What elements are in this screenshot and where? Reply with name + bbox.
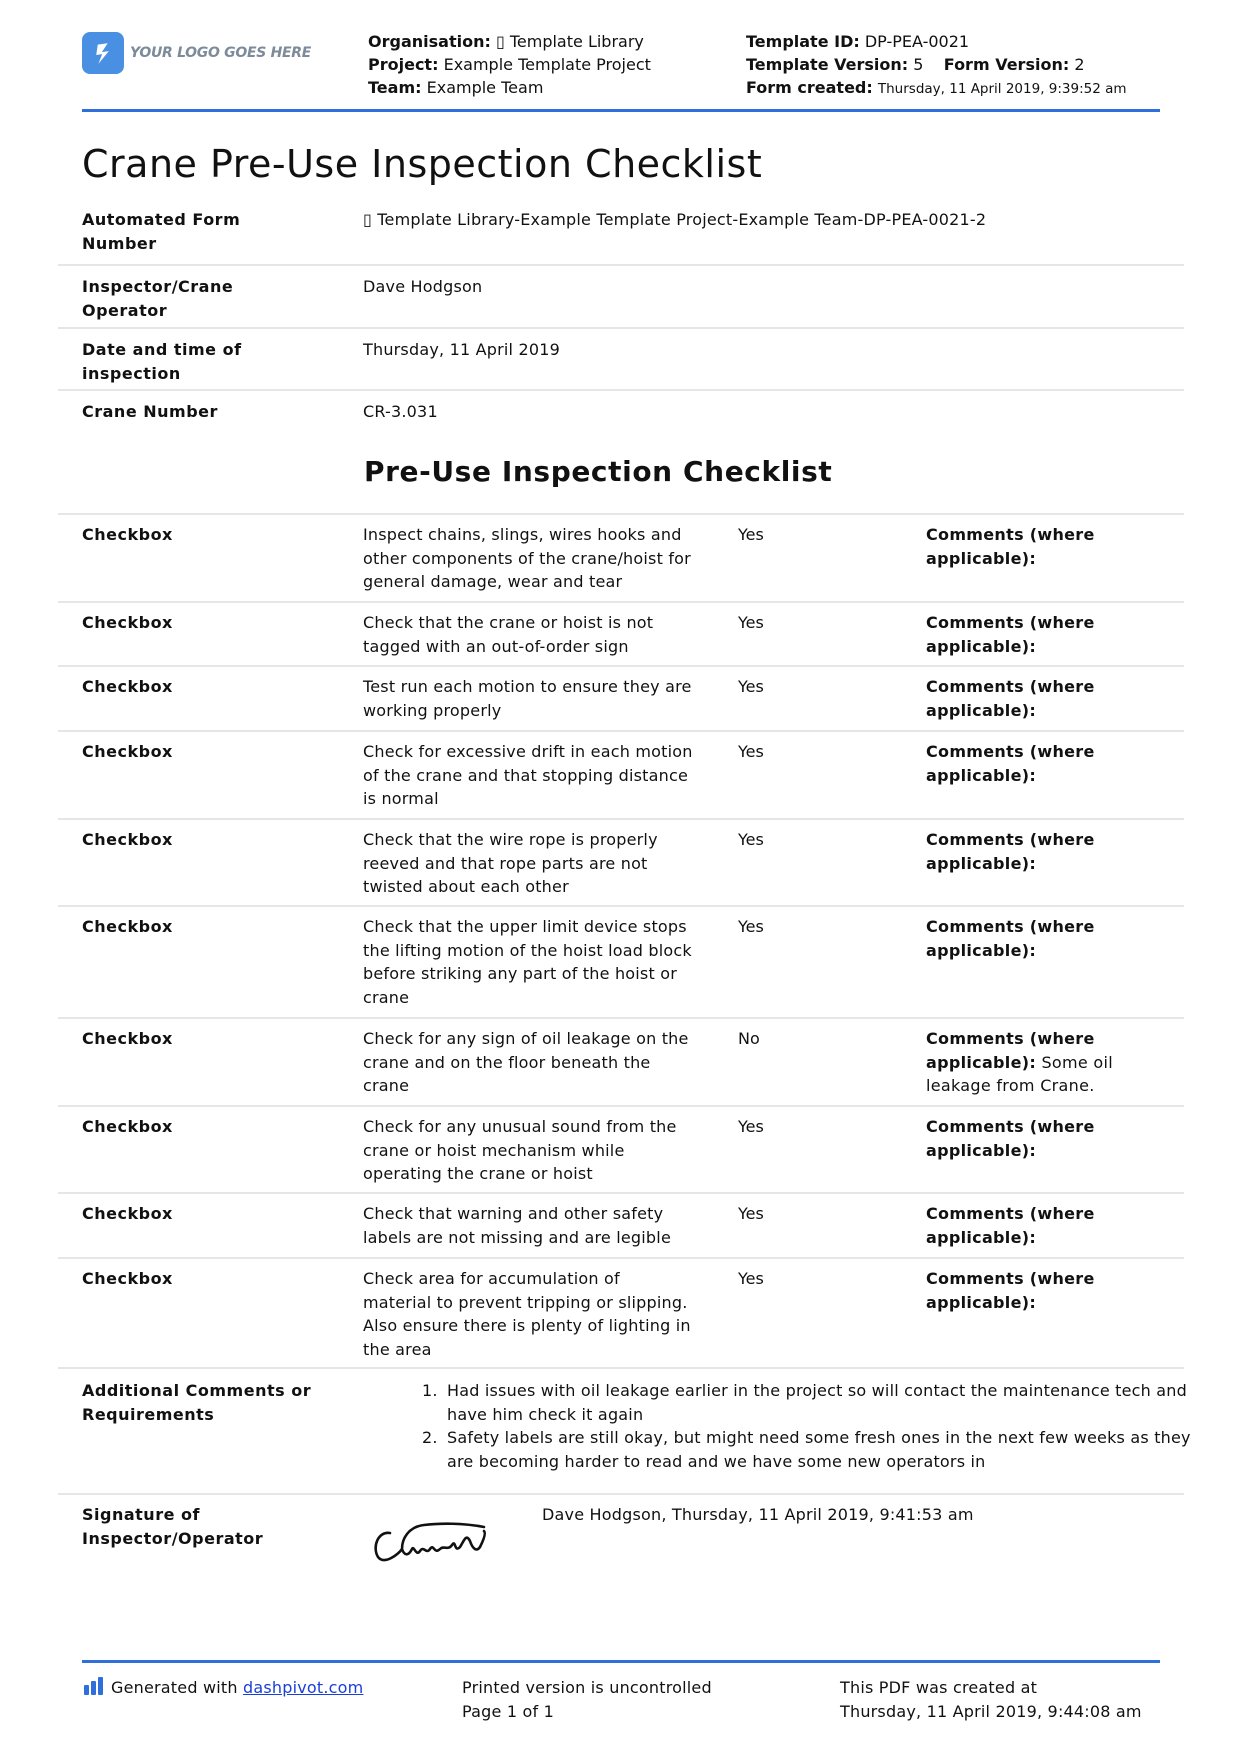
form-version-label: Form Version: xyxy=(943,55,1070,74)
inspection-item: Check for excessive drift in each motion of the crane and that stopping distance is normal xyxy=(363,742,693,808)
checklist-row xyxy=(58,1107,1184,1194)
template-id-value: DP-PEA-0021 xyxy=(864,32,970,51)
comments-label: Comments (where applicable): xyxy=(926,1204,1095,1247)
comments-label: Comments (where applicable): xyxy=(926,1029,1095,1072)
inspector-label: Inspector/Crane Operator xyxy=(82,277,234,320)
list-item: 2. Safety labels are still okay, but might need some fresh ones in the next few weeks as they are becoming harder to read and we have some new operators in xyxy=(443,1426,1201,1473)
project-label: Project: xyxy=(368,55,439,74)
checklist-table xyxy=(58,513,1191,1615)
checklist-row xyxy=(58,820,1184,907)
footer-divider xyxy=(82,1660,1160,1663)
inspector-row xyxy=(58,266,1184,329)
uncontrolled-notice: Printed version is uncontrolled xyxy=(462,1678,712,1697)
comments-label: Comments (where applicable): xyxy=(926,525,1095,568)
row-label: Checkbox xyxy=(82,917,173,936)
inspection-item: Check for any sign of oil leakage on the crane and on the floor beneath the crane xyxy=(363,1029,689,1095)
signature-meta: Dave Hodgson, Thursday, 11 April 2019, 9:41:53 am xyxy=(542,1505,974,1524)
bar-chart-icon xyxy=(84,1677,103,1695)
checklist-row xyxy=(58,667,1184,732)
logo-text: YOUR LOGO GOES HERE xyxy=(130,45,311,61)
comments-label: Comments (where applicable): xyxy=(926,830,1095,873)
pdf-created-value: Thursday, 11 April 2019, 9:44:08 am xyxy=(840,1701,1142,1721)
crane-number-label: Crane Number xyxy=(82,402,218,421)
team-label: Team: xyxy=(368,78,422,97)
answer-value: Yes xyxy=(738,613,764,632)
additional-comments-row xyxy=(58,1369,1191,1495)
row-label: Checkbox xyxy=(82,613,173,632)
answer-value: Yes xyxy=(738,1204,764,1223)
row-label: Checkbox xyxy=(82,1269,173,1288)
page-title: Crane Pre-Use Inspection Checklist xyxy=(82,142,763,186)
checklist-row xyxy=(58,515,1184,603)
header-template-block xyxy=(746,30,1127,101)
inspection-item: Check that the crane or hoist is not tagged with an out-of-order sign xyxy=(363,613,654,656)
inspection-item: Test run each motion to ensure they are working properly xyxy=(363,677,692,720)
inspector-value: Dave Hodgson xyxy=(363,277,483,296)
date-value: Thursday, 11 April 2019 xyxy=(363,340,560,359)
header-divider xyxy=(82,109,1160,112)
row-label: Checkbox xyxy=(82,742,173,761)
answer-value: Yes xyxy=(738,677,764,696)
footer-pdf-created xyxy=(840,1676,1142,1723)
signature-label: Signature of Inspector/Operator xyxy=(82,1505,264,1548)
answer-value: No xyxy=(738,1029,760,1048)
date-label: Date and time of inspection xyxy=(82,340,242,383)
comments-label: Comments (where applicable): xyxy=(926,1117,1095,1160)
row-label: Checkbox xyxy=(82,1204,173,1223)
comments-label: Comments (where applicable): xyxy=(926,917,1095,960)
comments-label: Comments (where applicable): xyxy=(926,742,1095,785)
row-label: Checkbox xyxy=(82,1029,173,1048)
form-info-table xyxy=(58,205,1184,441)
checklist-row xyxy=(58,1194,1184,1259)
checklist-row xyxy=(58,907,1184,1019)
page-number: Page 1 of 1 xyxy=(462,1701,554,1721)
comment-value: Some oil leakage from Crane. xyxy=(926,1052,1113,1095)
template-version-label: Template Version: xyxy=(746,55,909,74)
inspection-item: Check that the upper limit device stops the lifting motion of the hoist load block before striking any part of the hoist or crane xyxy=(363,917,692,1007)
form-number-value: ▯ Template Library-Example Template Project-Example Team-DP-PEA-0021-2 xyxy=(363,210,987,229)
checklist-row xyxy=(58,1019,1184,1107)
checklist-row xyxy=(58,1259,1184,1369)
answer-value: Yes xyxy=(738,742,764,761)
crane-number-row xyxy=(58,391,1184,441)
page-header xyxy=(82,26,1160,112)
checklist-row xyxy=(58,732,1184,820)
inspection-item: Check area for accumulation of material to prevent tripping or slipping. Also ensure there is plenty of lighting in the area xyxy=(363,1269,691,1359)
organisation-value: ▯ Template Library xyxy=(495,32,644,51)
row-label: Checkbox xyxy=(82,830,173,849)
crane-number-value: CR-3.031 xyxy=(363,402,438,421)
project-value: Example Template Project xyxy=(443,55,651,74)
row-label: Checkbox xyxy=(82,1117,173,1136)
footer-generated xyxy=(84,1676,363,1700)
pdf-created-label: This PDF was created at xyxy=(840,1678,1038,1697)
section-title: Pre-Use Inspection Checklist xyxy=(364,455,833,488)
inspection-item: Check for any unusual sound from the crane or hoist mechanism while operating the crane or hoist xyxy=(363,1117,677,1183)
row-label: Checkbox xyxy=(82,525,173,544)
comments-label: Comments (where applicable): xyxy=(926,677,1095,720)
date-row xyxy=(58,329,1184,391)
row-label: Checkbox xyxy=(82,677,173,696)
inspection-item: Check that the wire rope is properly reeved and that rope parts are not twisted about each other xyxy=(363,830,658,896)
list-item: 1. Had issues with oil leakage earlier in the project so will contact the maintenance tech and have him check it again xyxy=(443,1379,1201,1426)
inspection-item: Check that warning and other safety labels are not missing and are legible xyxy=(363,1204,671,1247)
inspection-item: Inspect chains, slings, wires hooks and other components of the crane/hoist for general damage, wear and tear xyxy=(363,525,691,591)
additional-comments-label: Additional Comments or Requirements xyxy=(82,1381,312,1424)
form-number-label: Automated Form Number xyxy=(82,210,241,253)
answer-value: Yes xyxy=(738,1269,764,1288)
logo-icon xyxy=(82,32,124,74)
generated-prefix: Generated with xyxy=(111,1678,238,1697)
answer-value: Yes xyxy=(738,1117,764,1136)
comments-label: Comments (where applicable): xyxy=(926,1269,1095,1312)
answer-value: Yes xyxy=(738,525,764,544)
company-logo xyxy=(82,32,311,74)
organisation-label: Organisation: xyxy=(368,32,491,51)
form-created-value: Thursday, 11 April 2019, 9:39:52 am xyxy=(877,81,1127,97)
team-value: Example Team xyxy=(426,78,544,97)
dashpivot-link[interactable]: dashpivot.com xyxy=(243,1678,364,1697)
comments-label: Comments (where applicable): xyxy=(926,613,1095,656)
answer-value: Yes xyxy=(738,917,764,936)
answer-value: Yes xyxy=(738,830,764,849)
signature-image xyxy=(368,1511,498,1571)
header-org-block xyxy=(368,30,651,99)
form-number-row xyxy=(58,205,1184,266)
form-version-value: 2 xyxy=(1074,55,1085,74)
signature-row xyxy=(58,1495,1184,1615)
form-created-label: Form created: xyxy=(746,78,873,97)
checklist-row xyxy=(58,603,1184,667)
template-version-value: 5 xyxy=(913,55,924,74)
additional-comments-list xyxy=(421,1379,1201,1473)
footer-print-info xyxy=(462,1676,712,1723)
template-id-label: Template ID: xyxy=(746,32,860,51)
